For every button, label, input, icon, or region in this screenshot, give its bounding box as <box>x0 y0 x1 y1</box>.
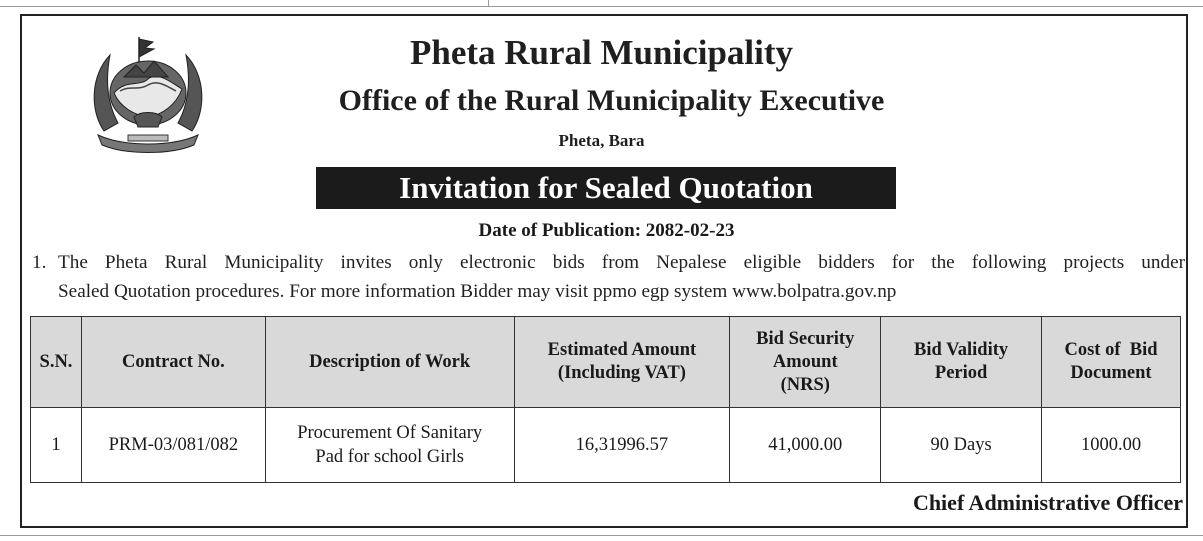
cell-estimated-amount: 16,31996.57 <box>514 408 730 483</box>
header-validity-line-1: Bid Validity <box>914 340 1009 360</box>
header-validity-line-2: Period <box>934 363 988 383</box>
header-estimated-amount <box>514 317 730 408</box>
cell-contract-no: PRM-03/081/082 <box>81 408 265 483</box>
top-rule <box>0 6 1203 7</box>
body-line-1: The Pheta Rural Municipality invites only electronic bids from Nepalese eligible bidders for the following projects under <box>58 252 1185 273</box>
header-bid-security <box>730 317 881 408</box>
header-security-line-3: (NRS) <box>780 374 830 395</box>
table-header-row <box>31 317 1181 408</box>
cell-bid-security: 41,000.00 <box>730 408 881 483</box>
cell-document-cost: 1000.00 <box>1042 408 1181 483</box>
header-cost-line-2: Document <box>1070 363 1152 383</box>
municipality-name: Pheta Rural Municipality <box>409 33 794 72</box>
cell-description <box>265 408 514 483</box>
description-line-1: Procurement Of Sanitary <box>297 423 483 443</box>
header-bid-validity <box>881 317 1042 408</box>
item-number: 1. <box>32 252 47 273</box>
header-contract-no: Contract No. <box>81 317 265 408</box>
top-divider-tick <box>488 0 489 6</box>
notice-title: Invitation for Sealed Quotation <box>316 167 896 209</box>
signoff: Chief Administrative Officer <box>912 490 1183 515</box>
cell-sn: 1 <box>31 408 82 483</box>
header-estimate-line-2: (Including VAT) <box>557 363 686 383</box>
header-security-line-2: Amount <box>772 351 838 372</box>
header-estimate-line-1: Estimated Amount <box>547 340 697 360</box>
header-description: Description of Work <box>265 317 514 408</box>
header-document-cost <box>1042 317 1181 408</box>
table-row <box>31 408 1181 483</box>
header-security-line-1: Bid Security <box>756 328 855 349</box>
bid-table <box>30 316 1181 483</box>
publication-date: Date of Publication: 2082-02-23 <box>478 220 735 241</box>
office-name: Office of the Rural Municipality Executive <box>338 84 885 117</box>
cell-validity: 90 Days <box>881 408 1042 483</box>
header-cost-line-1: Cost of Bid <box>1064 340 1158 360</box>
description-line-2: Pad for school Girls <box>315 447 464 467</box>
bottom-rule <box>0 535 1203 536</box>
location: Pheta, Bara <box>558 131 645 150</box>
header-sn: S.N. <box>31 317 82 408</box>
body-line-2: Sealed Quotation procedures. For more information Bidder may visit ppmo egp system www.bolpatra.gov.np <box>58 281 897 302</box>
